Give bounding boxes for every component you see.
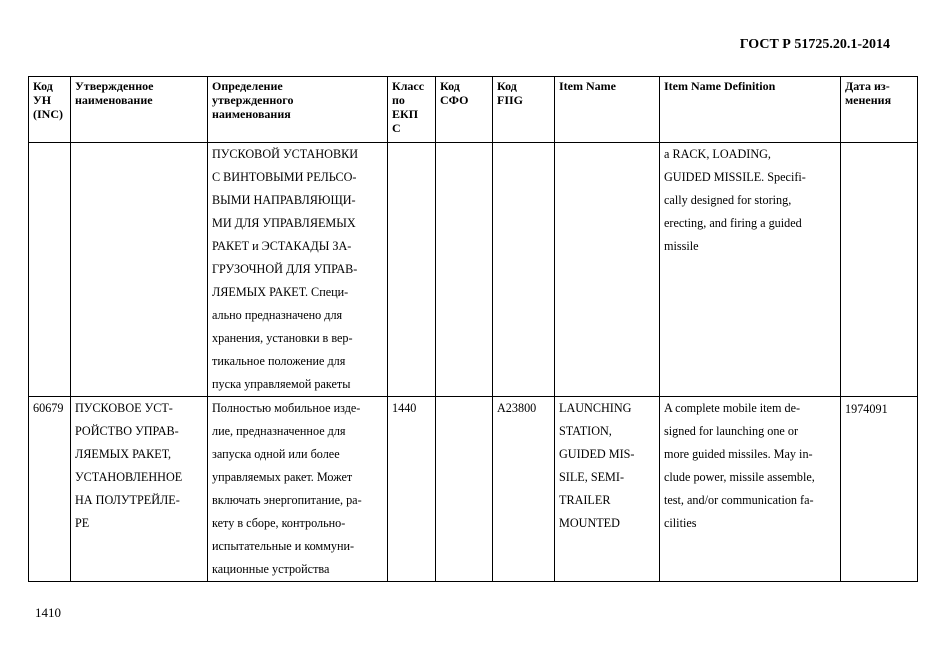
cell-date: 1974091: [841, 397, 918, 582]
cell-item-name-definition: A complete mobile item de- signed for launching one or more guided missiles. May in- clude power, missile assemble, test, and/or communication fa- cilities: [660, 397, 841, 582]
cell-approved-name: [71, 143, 208, 397]
header-definition: Определение утвержденного наименования: [208, 77, 388, 143]
header-date: Дата из- менения: [841, 77, 918, 143]
page-number: 1410: [35, 605, 61, 620]
cell-definition: ПУСКОВОЙ УСТАНОВКИ С ВИНТОВЫМИ РЕЛЬСО- ВЫМИ НАПРАВЛЯЮЩИ- МИ ДЛЯ УПРАВЛЯЕМЫХ РАКЕТ и ЭСТАКАДЫ ЗА- ГРУЗОЧНОЙ ДЛЯ УПРАВ- ЛЯЕМЫХ РАКЕТ. Специ- ально предназначено для хранения, установки в вер- тикальное положение для пуска управляемой ракеты: [208, 143, 388, 397]
cell-sfo: [436, 143, 493, 397]
cell-fiig: [493, 143, 555, 397]
cell-inc: [29, 143, 71, 397]
cell-sfo: [436, 397, 493, 582]
header-approved-name: Утвержденное наименование: [71, 77, 208, 143]
catalog-table: [28, 76, 918, 582]
header-inc: Код УН (INC): [29, 77, 71, 143]
cell-approved-name: ПУСКОВОЕ УСТ- РОЙСТВО УПРАВ- ЛЯЕМЫХ РАКЕТ, УСТАНОВЛЕННОЕ НА ПОЛУТРЕЙЛЕ- РЕ: [71, 397, 208, 582]
document-code: ГОСТ Р 51725.20.1-2014: [739, 37, 890, 52]
cell-inc: 60679: [29, 397, 71, 582]
cell-date: [841, 143, 918, 397]
header-item-name-definition: Item Name Definition: [660, 77, 841, 143]
header-fiig: Код FIIG: [493, 77, 555, 143]
table-row: [29, 397, 918, 582]
table-row: [29, 143, 918, 397]
cell-item-name: LAUNCHING STATION, GUIDED MIS- SILE, SEMI- TRAILER MOUNTED: [555, 397, 660, 582]
table-header-row: [29, 77, 918, 143]
cell-class: 1440: [388, 397, 436, 582]
cell-item-name: [555, 143, 660, 397]
cell-fiig: A23800: [493, 397, 555, 582]
cell-class: [388, 143, 436, 397]
header-item-name: Item Name: [555, 77, 660, 143]
cell-item-name-definition: a RACK, LOADING, GUIDED MISSILE. Specifi- cally designed for storing, erecting, and firing a guided missile: [660, 143, 841, 397]
cell-definition: Полностью мобильное изде- лие, предназначенное для запуска одной или более управляемых ракет. Может включать энергопитание, ра- кету в сборе, контрольно- испытательные и коммуни- кационные устройства: [208, 397, 388, 582]
header-sfo: Код СФО: [436, 77, 493, 143]
header-class: Класс по ЕКП С: [388, 77, 436, 143]
